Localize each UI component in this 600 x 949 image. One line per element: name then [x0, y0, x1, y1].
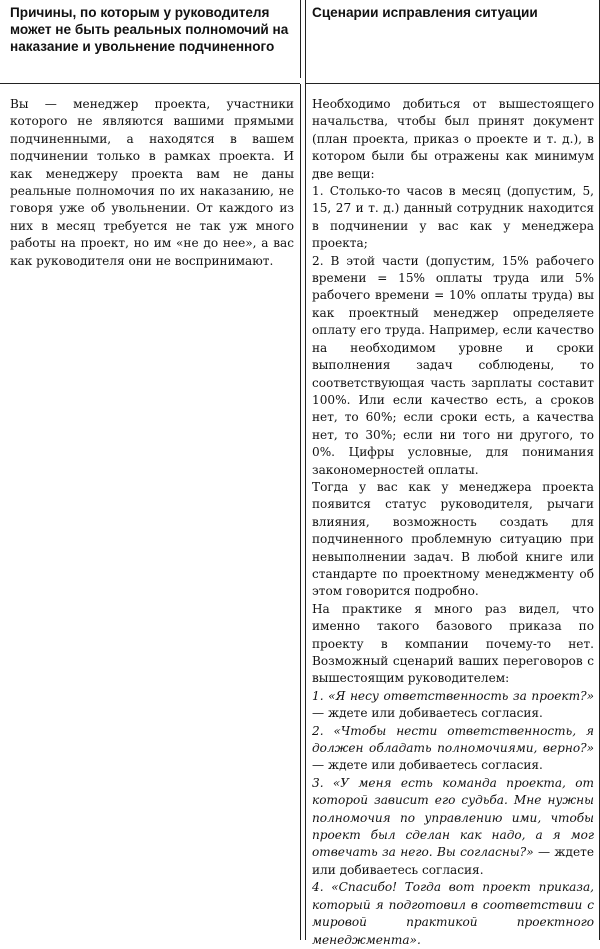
scenario-number: 1. [312, 688, 324, 703]
scenario-item [312, 775, 594, 879]
intro-paragraph: Необходимо добиться от вышестоящего начальства, чтобы был принят документ (план проекта, приказ о проекте и т. д.), в котором были бы отражены как минимум две вещи: [312, 97, 594, 181]
header-rule-right [305, 83, 600, 84]
header-causes: Причины, по которым у руководителя может не быть реальных полномочий на наказание и увольнение подчиненного [10, 5, 289, 54]
scenario-tail: — ждете или добиваетесь согласия. [312, 758, 543, 773]
scenario-tail: — ждете или добиваетесь согласия. [312, 706, 543, 721]
scenario-item [312, 879, 594, 949]
status-paragraph: Тогда у вас как у менеджера проекта появится статус руководителя, рычаги влияния, возможность создать для подчиненного проблемную ситуацию при невыполнении задач. В любой книге или стандарте по проектному менеджменту об этом говорится подробно. [312, 479, 594, 599]
header-rule-left [0, 83, 300, 84]
column-divider-left-body [300, 84, 301, 940]
right-column-text [312, 96, 594, 949]
point-2: 2. В этой части (допустим, 15% рабочего времени = 15% оплаты труда или 5% рабочего времени = 10% оплаты труда) вы как проектный менеджер определяете оплату его труда. Например, если качество на необходимом уровне и сроки выполнения задач соблюдены, то соответствующая часть зарплаты составит 100%. Или если качество есть, а сроков нет, то 60%; если сроки есть, а качества нет, то 30%; если ни того ни другого, то 0%. Цифры условные, для понимания закономерностей оплаты. [312, 253, 594, 477]
causes-paragraph: Вы — менеджер проекта, участники которого не являются вашими прямыми подчиненными, а находятся в вашем подчинении только в рамках проекта. И как менеджеру проекта вам не даны реальные полномочия по их наказанию, не говоря уже об увольнении. От каждого из них в месяц требуется не так уж много работы на проект, но им «не до нее», а вас как руководителя они не воспринимают. [10, 97, 294, 268]
point-1: 1. Столько-то часов в месяц (допустим, 5, 15, 27 и т. д.) данный сотрудник находится в подчинении у вас как у менеджера проекта; [312, 184, 594, 251]
practice-paragraph: На практике я много раз видел, что именно такого базового приказа по проекту в компании почему-то нет. Возможный сценарий ваших переговоров с вышестоящим руководителем: [312, 601, 594, 686]
scenario-item [312, 723, 594, 775]
scenario-quote: «Спасибо! Тогда вот проект приказа, который я подготовил в соответствии с мировой практикой проектного менеджмента». [312, 880, 594, 947]
column-divider-left [300, 0, 301, 78]
scenario-tail: — ждете или добиваетесь согласия. [312, 845, 595, 877]
scenario-quote: «У меня есть команда проекта, от которой зависит его судьба. Мне нужны полномочия по управлению ими, чтобы проект был сделан как надо, а я мог отвечать за него. Вы согласны?» [312, 775, 594, 860]
scenario-number: 2. [312, 723, 324, 738]
scenario-number: 3. [312, 775, 324, 790]
scenario-quote: «Чтобы нести ответственность, я должен обладать полномочиями, верно?» [312, 723, 594, 756]
header-scenarios: Сценарии исправления ситуации [312, 5, 538, 20]
column-divider-right [305, 0, 306, 940]
scenario-number: 4. [312, 880, 324, 895]
left-column-text [10, 96, 294, 270]
scenario-quote: «Я несу ответственность за проект?» [328, 688, 594, 703]
scenario-item [312, 688, 594, 723]
